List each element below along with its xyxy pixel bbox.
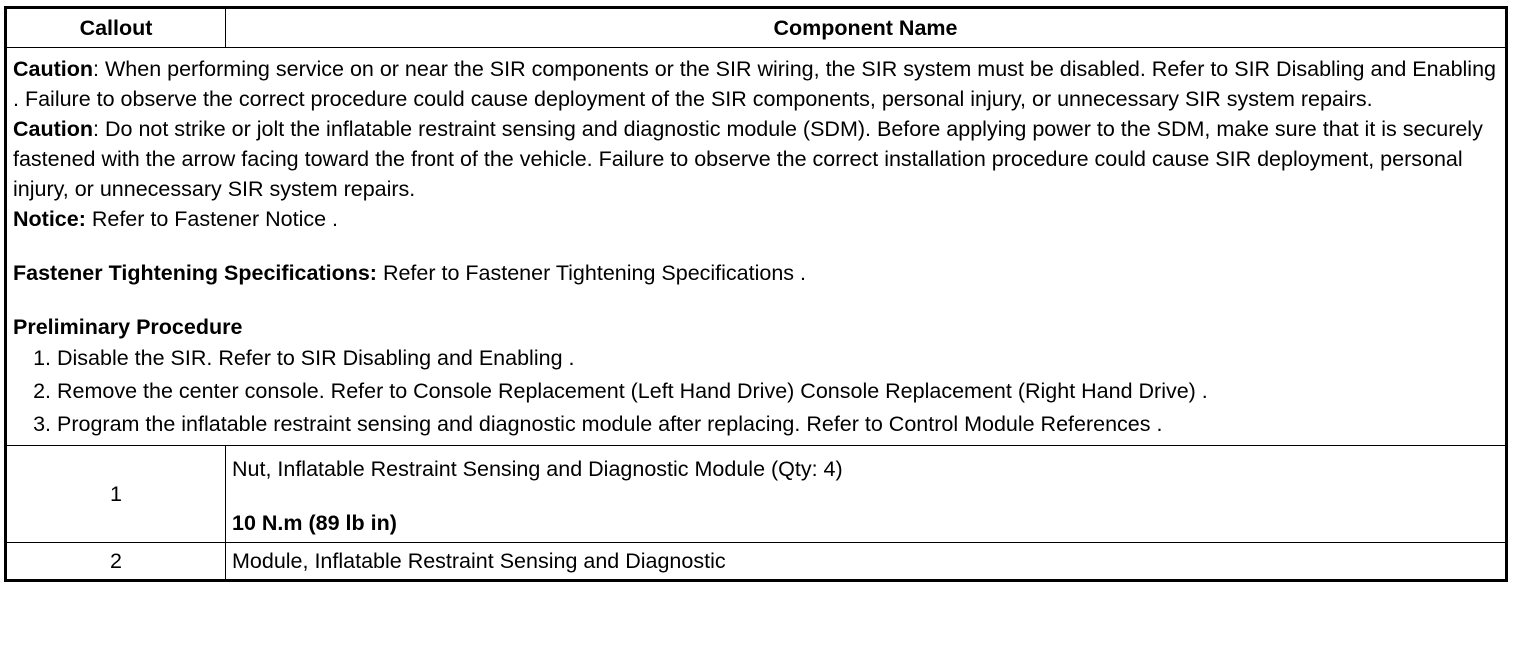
step-text: Program the inflatable restraint sensing and diagnostic module after replacing. Refer to Control Module References .: [57, 412, 1163, 436]
procedure-step: [13, 375, 1499, 408]
component-table: [4, 6, 1508, 582]
step-text: Disable the SIR. Refer to SIR Disabling and Enabling .: [57, 346, 575, 370]
caution-2-text: Do not strike or jolt the inflatable restraint sensing and diagnostic module (SDM). Before applying power to the SDM, make sure that it is securely fastened with the arrow facing toward the front of the vehicle. Failure to observe the correct installation procedure could cause SIR deployment, personal injury, or unnecessary SIR system repairs.: [13, 117, 1483, 201]
header-component-name: Component Name: [226, 8, 1507, 48]
procedure-steps: [13, 342, 1499, 441]
caution-2: [13, 114, 1499, 204]
fastener-spec-text: Refer to Fastener Tightening Specifications .: [376, 261, 807, 285]
info-row: [6, 48, 1507, 446]
procedure-title: Preliminary Procedure: [13, 315, 243, 339]
caution-1-sep: :: [93, 57, 100, 81]
procedure-step: [13, 342, 1499, 375]
callout-number: 1: [6, 446, 226, 543]
caution-2-label: Caution: [13, 117, 94, 141]
table-header-row: [6, 8, 1507, 48]
header-callout: Callout: [6, 8, 226, 48]
component-name: Nut, Inflatable Restraint Sensing and Diagnostic Module (Qty: 4): [232, 457, 843, 481]
fastener-spec: [13, 258, 1499, 288]
component-name-cell: [226, 446, 1507, 543]
component-name: Module, Inflatable Restraint Sensing and Diagnostic: [226, 543, 1507, 581]
caution-1-label: Caution: [13, 57, 94, 81]
info-cell: [6, 48, 1507, 446]
step-number: 2.: [33, 379, 51, 403]
step-text: Remove the center console. Refer to Console Replacement (Left Hand Drive) Console Replacement (Right Hand Drive) .: [57, 379, 1208, 403]
notice-text: Refer to Fastener Notice .: [85, 207, 339, 231]
step-number: 3.: [33, 412, 51, 436]
callout-number: 2: [6, 543, 226, 581]
caution-2-sep: :: [93, 117, 100, 141]
step-number: 1.: [33, 346, 51, 370]
torque-spec: 10 N.m (89 lb in): [232, 511, 397, 535]
caution-1-text: When performing service on or near the SIR components or the SIR wiring, the SIR system must be disabled. Refer to SIR Disabling and Enabling . Failure to observe the correct procedure could cause deployment of the SIR components, personal injury, or unnecessary SIR system repairs.: [13, 57, 1496, 111]
notice-label: Notice:: [13, 207, 86, 231]
table-row: [6, 446, 1507, 543]
caution-1: [13, 54, 1499, 114]
fastener-spec-label: Fastener Tightening Specifications:: [13, 261, 377, 285]
notice: [13, 204, 1499, 234]
procedure-step: [13, 408, 1499, 441]
table-row: [6, 543, 1507, 581]
